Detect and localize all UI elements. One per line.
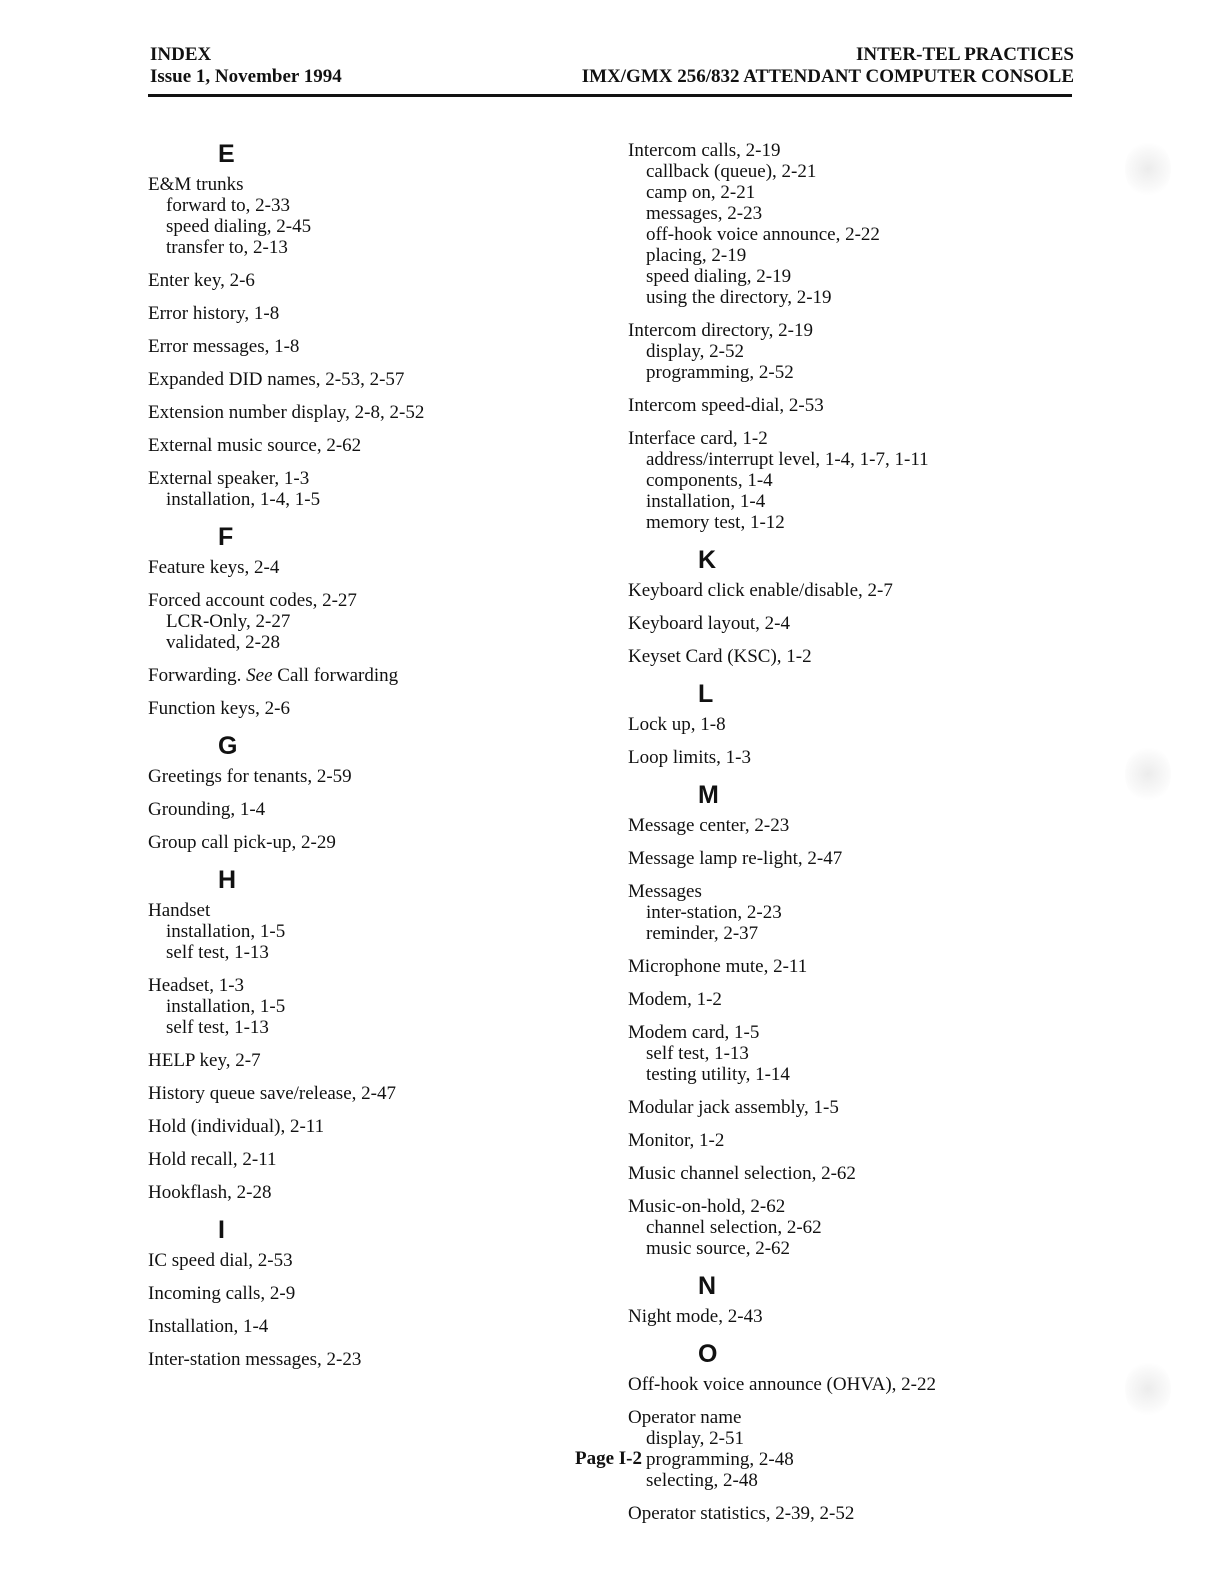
- index-entry: [148, 1083, 588, 1104]
- index-term-keyboard-layout-2-4: Keyboard layout, 2-4: [628, 613, 790, 634]
- document-title: IMX/GMX 256/832 ATTENDANT COMPUTER CONSOLE: [581, 66, 1074, 87]
- scan-speck: [1125, 745, 1171, 803]
- index-term-off-hook-voice-announce-ohva-2-22: Off-hook voice announce (OHVA), 2-22: [628, 1374, 936, 1395]
- index-term-error-messages-1-8: Error messages, 1-8: [148, 336, 300, 357]
- index-entry: [148, 766, 588, 787]
- index-term-installation-1-4: Installation, 1-4: [148, 1316, 269, 1337]
- index-subentry: callback (queue), 2-21: [646, 161, 817, 182]
- index-subentry: installation, 1-5: [166, 921, 286, 942]
- index-term-music-channel-selection-2-62: Music channel selection, 2-62: [628, 1163, 856, 1184]
- index-entry: [628, 1374, 1128, 1395]
- index-entry: [148, 975, 588, 1038]
- index-entry: [148, 270, 588, 291]
- index-entry: [148, 336, 588, 357]
- index-subentry: components, 1-4: [646, 470, 773, 491]
- index-term-forced-account-codes-2-27: Forced account codes, 2-27: [148, 590, 357, 611]
- index-term-forwarding-see-call-forwarding: Forwarding. See Call forwarding: [148, 665, 399, 686]
- index-letter-l: L: [698, 680, 714, 708]
- index-letter-n: N: [698, 1272, 717, 1300]
- index-subentry: inter-station, 2-23: [646, 902, 782, 923]
- index-entry: [628, 989, 1128, 1010]
- index-subentry: self test, 1-13: [166, 942, 269, 963]
- see-reference: See: [246, 665, 273, 686]
- index-term-ic-speed-dial-2-53: IC speed dial, 2-53: [148, 1250, 293, 1271]
- index-subentry: forward to, 2-33: [166, 195, 290, 216]
- index-subentry: using the directory, 2-19: [646, 287, 832, 308]
- index-subentry: placing, 2-19: [646, 245, 747, 266]
- index-entry: [148, 402, 588, 423]
- scan-speck: [1125, 1360, 1171, 1418]
- index-term-modular-jack-assembly-1-5: Modular jack assembly, 1-5: [628, 1097, 839, 1118]
- index-entry: [628, 646, 1128, 667]
- index-subentry: channel selection, 2-62: [646, 1217, 822, 1238]
- index-term-grounding-1-4: Grounding, 1-4: [148, 799, 266, 820]
- index-subentry: address/interrupt level, 1-4, 1-7, 1-11: [646, 449, 929, 470]
- index-term-function-keys-2-6: Function keys, 2-6: [148, 698, 290, 719]
- index-entry: [628, 815, 1128, 836]
- index-subentry: programming, 2-48: [646, 1449, 794, 1470]
- index-subentry: memory test, 1-12: [646, 512, 785, 533]
- index-term-operator-name: Operator name: [628, 1407, 742, 1428]
- index-subentry: validated, 2-28: [166, 632, 280, 653]
- index-term-greetings-for-tenants-2-59: Greetings for tenants, 2-59: [148, 766, 352, 787]
- index-term-keyset-card-ksc-1-2: Keyset Card (KSC), 1-2: [628, 646, 812, 667]
- index-term-lock-up-1-8: Lock up, 1-8: [628, 714, 726, 735]
- index-entry: [628, 395, 1128, 416]
- index-subentry: transfer to, 2-13: [166, 237, 288, 258]
- index-term-message-lamp-re-light-2-47: Message lamp re-light, 2-47: [628, 848, 843, 869]
- index-letter-e: E: [218, 140, 235, 168]
- index-term-inter-station-messages-2-23: Inter-station messages, 2-23: [148, 1349, 362, 1370]
- index-entry: [628, 1196, 1128, 1259]
- index-subentry: LCR-Only, 2-27: [166, 611, 291, 632]
- index-term-hold-individual-2-11: Hold (individual), 2-11: [148, 1116, 325, 1137]
- index-entry: [628, 1503, 1128, 1524]
- index-entry: [628, 580, 1128, 601]
- index-entry: [148, 1182, 588, 1203]
- index-letter-i: I: [218, 1216, 225, 1244]
- index-subentry: self test, 1-13: [646, 1043, 749, 1064]
- index-entry: [148, 1149, 588, 1170]
- header-rule: [148, 94, 1072, 97]
- header-right: [582, 44, 1074, 88]
- index-term-operator-statistics-2-39-2-52: Operator statistics, 2-39, 2-52: [628, 1503, 855, 1524]
- index-subentry: reminder, 2-37: [646, 923, 759, 944]
- index-entry: [148, 1116, 588, 1137]
- index-subentry: installation, 1-5: [166, 996, 286, 1017]
- index-entry: [148, 832, 588, 853]
- index-subentry: testing utility, 1-14: [646, 1064, 790, 1085]
- index-subentry: speed dialing, 2-45: [166, 216, 312, 237]
- index-subentry: installation, 1-4, 1-5: [166, 489, 321, 510]
- index-entry: [148, 435, 588, 456]
- index-term-modem-1-2: Modem, 1-2: [628, 989, 722, 1010]
- index-entry: [148, 174, 588, 258]
- index-entry: [628, 848, 1128, 869]
- page-number: Page I-2: [574, 1448, 642, 1469]
- index-term-handset: Handset: [148, 900, 211, 921]
- index-term-feature-keys-2-4: Feature keys, 2-4: [148, 557, 280, 578]
- index-entry: [148, 665, 588, 686]
- index-term-microphone-mute-2-11: Microphone mute, 2-11: [628, 956, 808, 977]
- index-entry: [148, 1250, 588, 1271]
- index-entry: [148, 900, 588, 963]
- index-entry: [628, 714, 1128, 735]
- index-subentry: display, 2-52: [646, 341, 744, 362]
- index-term-keyboard-click-enable-disable-2-7: Keyboard click enable/disable, 2-7: [628, 580, 893, 601]
- index-entry: [148, 590, 588, 653]
- index-entry: [148, 369, 588, 390]
- index-entry: [628, 1163, 1128, 1184]
- index-entry: [628, 747, 1128, 768]
- index-subentry: self test, 1-13: [166, 1017, 269, 1038]
- index-term-hookflash-2-28: Hookflash, 2-28: [148, 1182, 272, 1203]
- index-entry: [148, 1316, 588, 1337]
- index-term-loop-limits-1-3: Loop limits, 1-3: [628, 747, 751, 768]
- index-entry: [148, 1050, 588, 1071]
- index-entry: [148, 468, 588, 510]
- index-letter-k: K: [698, 546, 717, 574]
- index-entry: [628, 140, 1128, 308]
- header-left: [150, 44, 342, 88]
- index-entry: [148, 799, 588, 820]
- index-term-external-music-source-2-62: External music source, 2-62: [148, 435, 362, 456]
- index-subentry: selecting, 2-48: [646, 1470, 758, 1491]
- index-subentry: programming, 2-52: [646, 362, 794, 383]
- index-entry: [148, 1283, 588, 1304]
- index-term-messages: Messages: [628, 881, 702, 902]
- index-letter-f: F: [218, 523, 234, 551]
- index-letter-g: G: [218, 732, 238, 760]
- index-entry: [628, 1130, 1128, 1151]
- index-subentry: music source, 2-62: [646, 1238, 791, 1259]
- index-term-extension-number-display-2-8-2-52: Extension number display, 2-8, 2-52: [148, 402, 425, 423]
- index-term-group-call-pick-up-2-29: Group call pick-up, 2-29: [148, 832, 336, 853]
- index-entry: [628, 613, 1128, 634]
- index-term-headset-1-3: Headset, 1-3: [148, 975, 245, 996]
- section-title: INDEX: [150, 44, 212, 65]
- index-subentry: speed dialing, 2-19: [646, 266, 792, 287]
- index-term-interface-card-1-2: Interface card, 1-2: [628, 428, 768, 449]
- index-entry: [148, 1349, 588, 1370]
- index-term-enter-key-2-6: Enter key, 2-6: [148, 270, 255, 291]
- index-term-intercom-calls-2-19: Intercom calls, 2-19: [628, 140, 781, 161]
- index-entry: [628, 320, 1128, 383]
- index-subentry: off-hook voice announce, 2-22: [646, 224, 880, 245]
- index-subentry: display, 2-51: [646, 1428, 744, 1449]
- index-term-intercom-directory-2-19: Intercom directory, 2-19: [628, 320, 813, 341]
- index-term-intercom-speed-dial-2-53: Intercom speed-dial, 2-53: [628, 395, 824, 416]
- index-term-hold-recall-2-11: Hold recall, 2-11: [148, 1149, 277, 1170]
- index-term-help-key-2-7: HELP key, 2-7: [148, 1050, 261, 1071]
- index-entry: [628, 1306, 1128, 1327]
- index-letter-o: O: [698, 1340, 718, 1368]
- index-entry: [628, 1022, 1128, 1085]
- index-entry: [628, 881, 1128, 944]
- index-term-external-speaker-1-3: External speaker, 1-3: [148, 468, 310, 489]
- index-subentry: camp on, 2-21: [646, 182, 756, 203]
- index-subentry: installation, 1-4: [646, 491, 766, 512]
- index-subentry: messages, 2-23: [646, 203, 763, 224]
- index-entry: [628, 1097, 1128, 1118]
- index-term-monitor-1-2: Monitor, 1-2: [628, 1130, 725, 1151]
- index-term-message-center-2-23: Message center, 2-23: [628, 815, 790, 836]
- index-column-left: [148, 135, 588, 1382]
- index-letter-h: H: [218, 866, 237, 894]
- index-letter-m: M: [698, 781, 719, 809]
- index-entry: [628, 428, 1128, 533]
- publisher-title: INTER-TEL PRACTICES: [855, 44, 1074, 65]
- index-entry: [148, 303, 588, 324]
- issue-date: Issue 1, November 1994: [150, 66, 342, 87]
- index-entry: [628, 956, 1128, 977]
- index-entry: [148, 557, 588, 578]
- index-term-music-on-hold-2-62: Music-on-hold, 2-62: [628, 1196, 786, 1217]
- scan-speck: [1125, 140, 1171, 198]
- index-term-expanded-did-names-2-53-2-57: Expanded DID names, 2-53, 2-57: [148, 369, 405, 390]
- index-column-right: [628, 140, 1128, 1536]
- index-term-e-m-trunks: E&M trunks: [148, 174, 244, 195]
- index-term-error-history-1-8: Error history, 1-8: [148, 303, 280, 324]
- index-term-incoming-calls-2-9: Incoming calls, 2-9: [148, 1283, 296, 1304]
- index-term-night-mode-2-43: Night mode, 2-43: [628, 1306, 763, 1327]
- index-term-modem-card-1-5: Modem card, 1-5: [628, 1022, 760, 1043]
- index-entry: [148, 698, 588, 719]
- index-term-history-queue-save-release-2-47: History queue save/release, 2-47: [148, 1083, 396, 1104]
